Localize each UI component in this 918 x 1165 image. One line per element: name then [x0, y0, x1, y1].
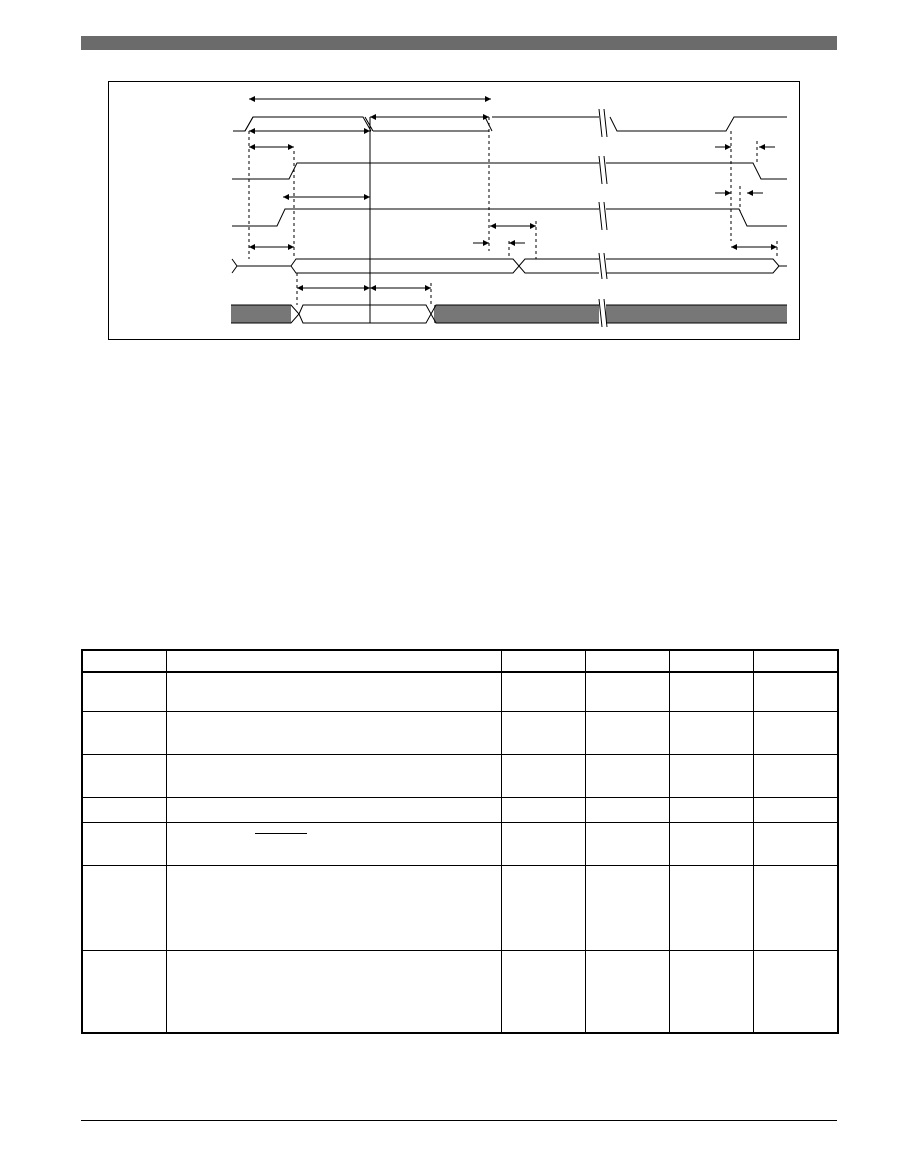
table-cell — [501, 711, 585, 754]
table-cell — [669, 672, 753, 711]
table-cell — [585, 711, 669, 754]
table-cell — [753, 797, 838, 822]
table-cell — [585, 754, 669, 797]
table-cell — [753, 865, 838, 950]
table-cell — [669, 822, 753, 865]
table-cell — [82, 754, 166, 797]
table-cell — [669, 950, 753, 1033]
table-cell — [669, 865, 753, 950]
table-cell — [501, 822, 585, 865]
signal-4-bus — [232, 259, 787, 273]
timing-diagram-canvas — [109, 82, 801, 341]
table-cell — [501, 672, 585, 711]
overline-mark — [255, 833, 307, 834]
signal-5-shade-c — [606, 305, 787, 323]
table-cell — [166, 711, 501, 754]
table-header-cell — [166, 650, 501, 672]
table-cell — [166, 797, 501, 822]
table-cell — [166, 865, 501, 950]
signal-5-shade-a — [231, 305, 291, 323]
table-cell — [585, 797, 669, 822]
header-bar — [81, 36, 837, 50]
table-cell — [585, 950, 669, 1033]
table-cell — [501, 950, 585, 1033]
table-cell — [585, 672, 669, 711]
table-row — [82, 711, 838, 754]
table-cell — [82, 672, 166, 711]
table-row — [82, 797, 838, 822]
table-cell — [669, 797, 753, 822]
table-cell — [82, 797, 166, 822]
table-cell — [753, 950, 838, 1033]
table-header-cell — [501, 650, 585, 672]
table-cell — [585, 822, 669, 865]
table-cell — [501, 865, 585, 950]
table-row — [82, 822, 838, 865]
table-cell — [585, 865, 669, 950]
signal-2-waveform — [232, 163, 787, 179]
table-header-cell — [82, 650, 166, 672]
table-header-cell — [669, 650, 753, 672]
signal-5-shade-b — [434, 305, 599, 323]
signal-1-tail — [610, 117, 787, 131]
table-cell — [501, 754, 585, 797]
break-marks — [599, 109, 607, 327]
spec-table — [81, 649, 839, 1034]
table-cell — [753, 672, 838, 711]
table-row — [82, 672, 838, 711]
table-cell — [669, 711, 753, 754]
table-cell — [166, 754, 501, 797]
signal-1-waveform — [233, 117, 371, 131]
signal-1-waveform-b — [245, 117, 599, 131]
table-row — [82, 865, 838, 950]
table-cell — [82, 822, 166, 865]
table-cell — [82, 950, 166, 1033]
table-cell — [753, 822, 838, 865]
signal-4-bus-low — [291, 266, 779, 273]
table-cell — [669, 754, 753, 797]
footer-rule — [81, 1120, 837, 1121]
table-cell — [753, 754, 838, 797]
table-header-cell — [753, 650, 838, 672]
table-header-row — [82, 650, 838, 672]
table-cell — [166, 950, 501, 1033]
table-cell — [753, 711, 838, 754]
table-row — [82, 754, 838, 797]
table-cell — [501, 797, 585, 822]
table-cell — [166, 672, 501, 711]
signal-3-waveform — [232, 209, 787, 226]
table-cell — [82, 711, 166, 754]
table-cell-overline — [166, 822, 501, 865]
table-header-cell — [585, 650, 669, 672]
table-row — [82, 950, 838, 1033]
table-cell — [82, 865, 166, 950]
timing-diagram — [108, 81, 800, 340]
